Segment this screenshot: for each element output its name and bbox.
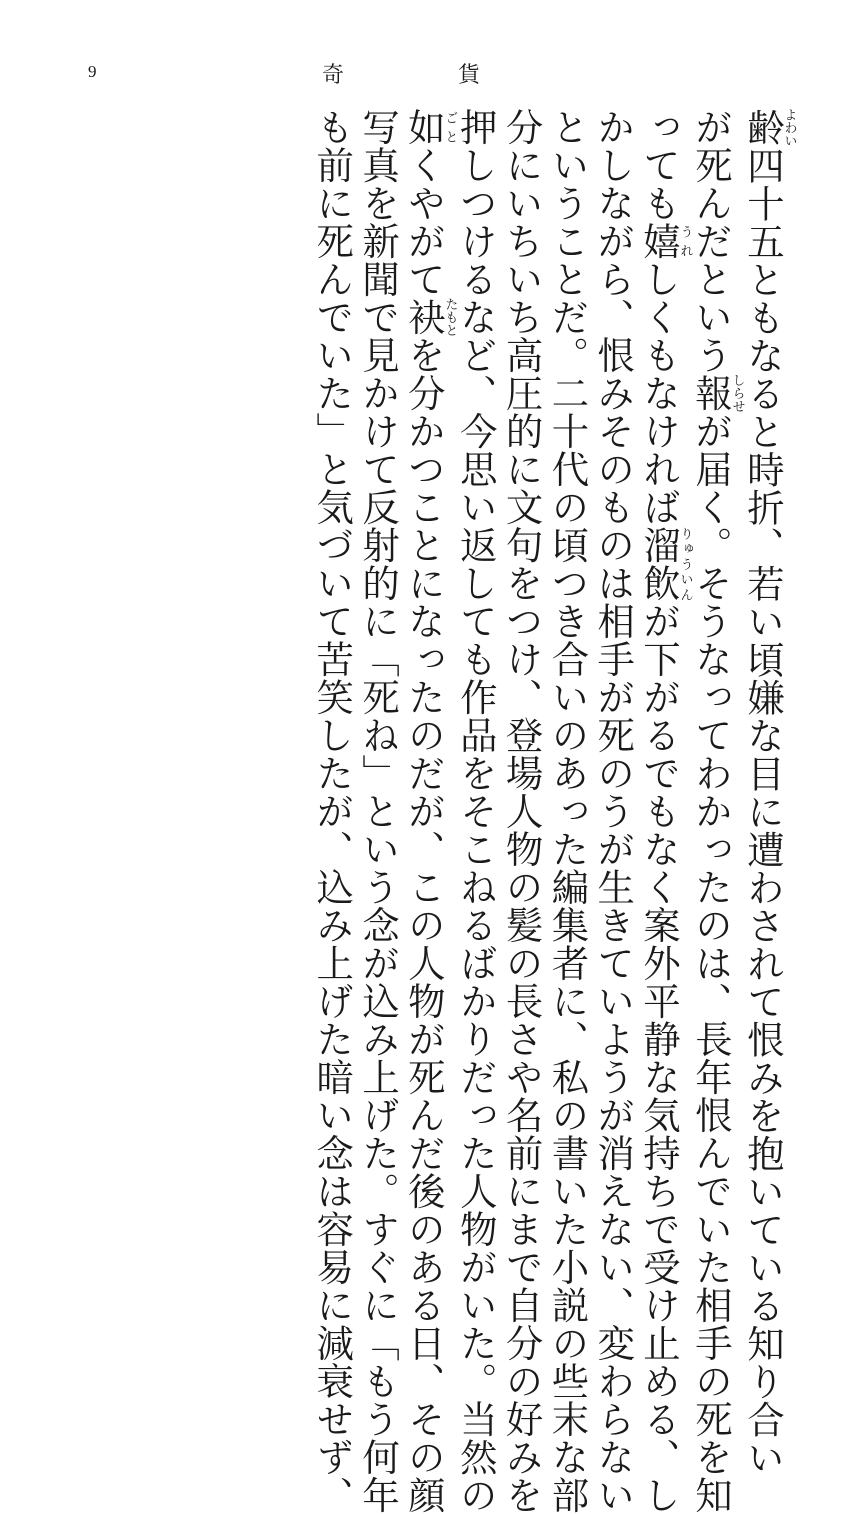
text-line-4: かしながら、恨みそのものは相手が死のうが生きていようが消えない、変わらない [591,108,636,1514]
furigana: よわい [781,108,797,147]
ruby-word: 嬉うれ [637,222,693,260]
text-line-9: 写真を新聞で見かけて反射的に「死ね」という念が込み上げた。すぐに「もう何年 [356,108,401,1514]
ruby-word: 齢よわい [741,108,797,147]
ruby-word: 報しらせ [689,373,745,413]
running-head-title-char-2: 貨 [458,63,481,88]
ruby-word: 如ごと [401,108,458,146]
text-line-6: 分にいちいち高圧的に文句をつけ、登場人物の髪の長さや名前にまで自分の好みを [499,108,544,1514]
text-line-5: ということだ。二十代の頃つき合いのあった編集者に、私の書いた小説の些末な部 [545,108,590,1514]
ruby-word: 溜飲りゅういん [637,526,693,602]
text-line-3: っても嬉うれしくもなければ溜飲りゅういんが下がるでもなく案外平静な気持ちで受け止める、し [637,108,693,1514]
furigana: うれ [677,222,693,260]
text-line-1: 齢よわい四十五ともなると時折、若い頃嫌な目に遭わされて恨みを抱いている知り合い [741,108,797,1477]
furigana: ごと [442,108,458,146]
text-line-2: が死んだという報しらせが届く。そうなってわかったのは、長年恨んでいた相手の死を知 [689,108,745,1514]
text-line-10: も前に死んでいた」と気づいて苦笑したが、込み上げた暗い念は容易に減衰せず、 [310,108,355,1514]
furigana: りゅういん [677,526,693,602]
text-line-8: 如ごとくやがて袂たもとを分かつことになったのだが、この人物が死んだ後のある日、その顔 [401,108,458,1514]
body-text [308,108,797,1514]
page-header [0,58,841,88]
furigana: たもと [442,297,458,337]
running-head-title-char-1: 奇 [322,63,345,88]
text-line-7: 押しつけるなど、今思い返しても作品をそこねるばかりだった人物がいた。当然の [453,108,498,1514]
ruby-word: 袂たもと [401,297,458,337]
furigana: しらせ [729,373,745,413]
page-number: 9 [88,62,97,81]
